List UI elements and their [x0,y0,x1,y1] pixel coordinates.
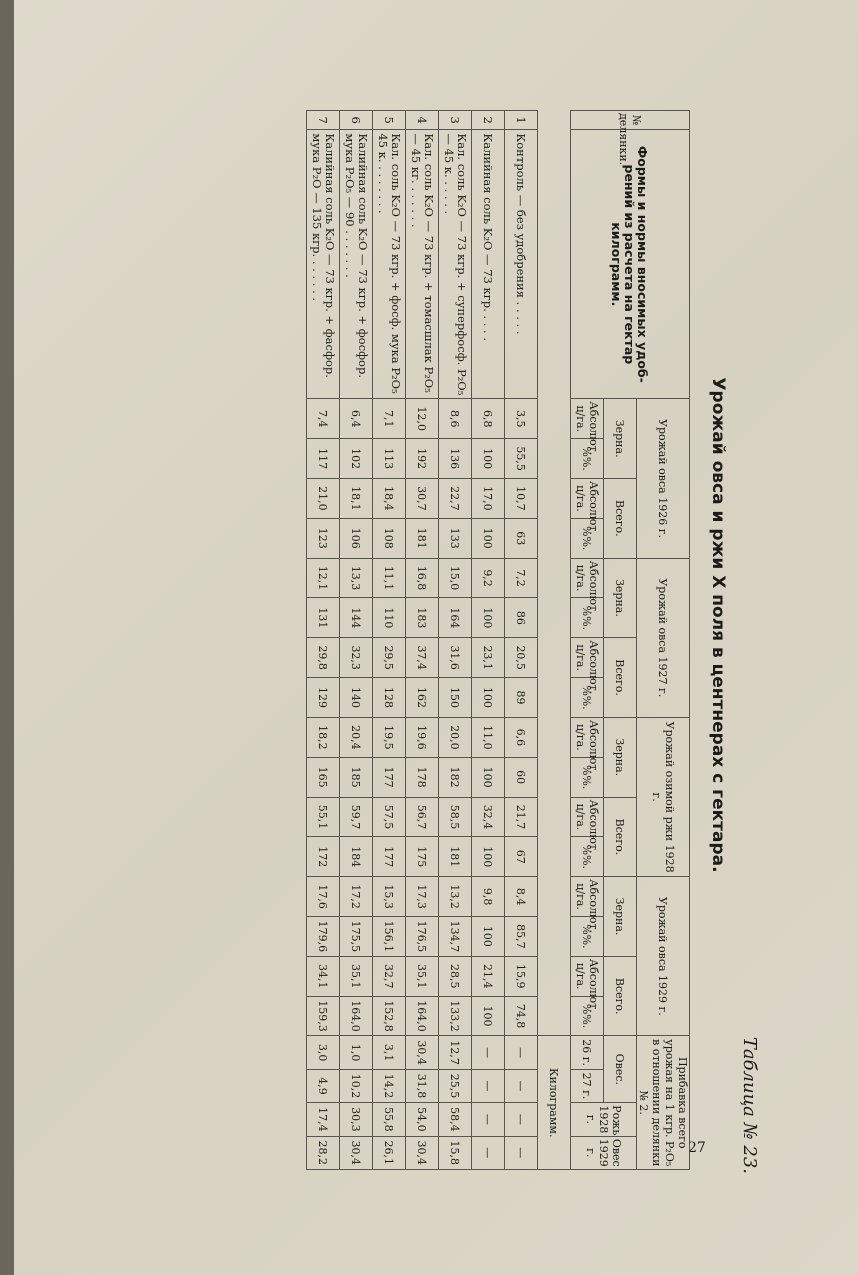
value-cell: 6,6 [505,717,538,757]
value-cell: 10,7 [505,479,538,519]
header-total: Всего. [604,797,637,877]
fertilizer-description: Калийная соль K₂O — 73 кгр. . . . . [472,130,505,399]
value-cell: 156,1 [373,917,406,957]
value-cell: 31,8 [406,1069,439,1102]
value-cell: 37,4 [406,638,439,678]
value-cell: 172 [307,837,340,877]
value-cell: 181 [439,837,472,877]
value-cell: 18,2 [307,717,340,757]
header-abs: Абсолют. ц/га. [571,479,604,519]
value-cell: 12,1 [307,558,340,598]
value-cell: 100 [472,439,505,479]
value-cell: 21,4 [472,956,505,996]
value-cell: — [472,1136,505,1169]
table-number: Таблица № 23. [739,1036,760,1174]
value-cell: 7,1 [373,399,406,439]
value-cell: 152,8 [373,996,406,1036]
value-cell: — [505,1036,538,1069]
value-cell: 55,5 [505,439,538,479]
value-cell: 32,3 [340,638,373,678]
value-cell: 100 [472,518,505,558]
value-cell: 165 [307,757,340,797]
value-cell: 86 [505,598,538,638]
value-cell: 106 [340,518,373,558]
value-cell: 15,0 [439,558,472,598]
value-cell: 175,5 [340,917,373,957]
header-pct: %%. [571,518,604,558]
value-cell: 140 [340,678,373,718]
value-cell: 28,2 [307,1136,340,1169]
value-cell: 85,7 [505,917,538,957]
value-cell: 15,3 [373,877,406,917]
value-cell: 164 [439,598,472,638]
value-cell: 17,3 [406,877,439,917]
header-pct: %%. [571,917,604,957]
value-cell: 175 [406,837,439,877]
value-cell: 6,4 [340,399,373,439]
value-cell: 117 [307,439,340,479]
value-cell: 21,7 [505,797,538,837]
value-cell: 10,2 [340,1069,373,1102]
plot-number: 4 [406,111,439,130]
table-title: Урожай овса и ржи X поля в центнерах с гектара. [708,377,728,873]
header-pct: %%. [571,598,604,638]
value-cell: 14,2 [373,1069,406,1102]
value-cell: 63 [505,518,538,558]
value-cell: 19,6 [406,717,439,757]
header-oats-29: Овес 1929 г. [571,1136,637,1169]
page-binding-edge [0,0,14,1275]
value-cell: 30,3 [340,1103,373,1136]
plot-number: 7 [307,111,340,130]
header-abs: Абсолют. ц/га. [571,877,604,917]
value-cell: — [472,1036,505,1069]
value-cell: 123 [307,518,340,558]
value-cell: 177 [373,837,406,877]
plot-number: 2 [472,111,505,130]
value-cell: 30,7 [406,479,439,519]
value-cell: 179,6 [307,917,340,957]
value-cell: 12,7 [439,1036,472,1069]
header-rye: Рожь 1928 г. [571,1103,637,1136]
value-cell: 55,8 [373,1103,406,1136]
plot-number: 1 [505,111,538,130]
plot-number: 3 [439,111,472,130]
header-abs: Абсолют. ц/га. [571,956,604,996]
header-abs: Абсолют. ц/га. [571,558,604,598]
value-cell: 3,5 [505,399,538,439]
value-cell: 100 [472,917,505,957]
header-abs: Абсолют. ц/га. [571,399,604,439]
value-cell: 133 [439,518,472,558]
fertilizer-description: Калийная соль K₂O — 73 кгр. + фосфор. мука P₂O₅ — 90 . . . . . . . [340,130,373,399]
value-cell: 9,8 [472,877,505,917]
value-cell: 11,1 [373,558,406,598]
value-cell: — [505,1069,538,1102]
value-cell: — [472,1069,505,1102]
value-cell: 181 [406,518,439,558]
header-abs: Абсолют. ц/га. [571,638,604,678]
value-cell: 134,7 [439,917,472,957]
value-cell: 28,5 [439,956,472,996]
value-cell: 12,0 [406,399,439,439]
value-cell: 21,0 [307,479,340,519]
value-cell: 29,8 [307,638,340,678]
value-cell: 17,0 [472,479,505,519]
value-cell: 32,4 [472,797,505,837]
value-cell: 20,4 [340,717,373,757]
value-cell: 30,4 [406,1036,439,1069]
header-pct: %%. [571,439,604,479]
value-cell: 30,4 [406,1136,439,1169]
header-oats-1929: Урожай овса 1929 г. [637,877,690,1036]
value-cell: 3,0 [307,1036,340,1069]
fertilizer-description: Кал. соль K₂O — 73 кгр. + фосф. мука P₂O₅ 45 к. . . . . . . . [373,130,406,399]
value-cell: 35,1 [406,956,439,996]
header-kg: Килограмм. [538,1036,571,1170]
table-row [472,111,505,1170]
header-y27: 27 г. [571,1069,604,1102]
value-cell: 108 [373,518,406,558]
value-cell: 100 [472,598,505,638]
header-abs: Абсолют. ц/га. [571,797,604,837]
header-rye-1928: Урожай озимой ржи 1928 г. [637,717,690,876]
value-cell: 32,7 [373,956,406,996]
value-cell: 20,5 [505,638,538,678]
table-row [406,111,439,1170]
value-cell: 185 [340,757,373,797]
value-cell: 144 [340,598,373,638]
value-cell: 55,1 [307,797,340,837]
value-cell: 22,7 [439,479,472,519]
table-row [307,111,340,1170]
value-cell: 131 [307,598,340,638]
value-cell: 54,0 [406,1103,439,1136]
header-pct: %%. [571,837,604,877]
value-cell: 178 [406,757,439,797]
value-cell: 15,9 [505,956,538,996]
header-oats: Овес. [604,1036,637,1103]
value-cell: 13,2 [439,877,472,917]
header-oats-1926: Урожай овса 1926 г. [637,399,690,558]
value-cell: — [472,1103,505,1136]
value-cell: 18,1 [340,479,373,519]
header-forms: Формы и нормы вносимых удобрений из расчета на гектар килограмм. [571,130,690,399]
value-cell: 183 [406,598,439,638]
value-cell: 136 [439,439,472,479]
value-cell: 100 [472,678,505,718]
value-cell: 129 [307,678,340,718]
yield-table [306,110,690,1170]
value-cell: 67 [505,837,538,877]
value-cell: 9,2 [472,558,505,598]
value-cell: 3,1 [373,1036,406,1069]
header-plot: № делянки. [571,111,690,130]
value-cell: 18,4 [373,479,406,519]
value-cell: 59,7 [340,797,373,837]
value-cell: 7,4 [307,399,340,439]
table-row [373,111,406,1170]
header-increase: Прибавка всего урожая на 1 кгр. P₂O₅ в отношении делянки № 2. [637,1036,690,1170]
value-cell: 20,0 [439,717,472,757]
value-cell: 100 [472,837,505,877]
table-row [439,111,472,1170]
value-cell: 16,8 [406,558,439,598]
value-cell: 57,5 [373,797,406,837]
value-cell: 17,4 [307,1103,340,1136]
value-cell: 102 [340,439,373,479]
fertilizer-description: Калийная соль K₂O — 73 кгр. + фасфор. мука P₂O — 135 кгр. . . . . . . [307,130,340,399]
value-cell: 100 [472,757,505,797]
value-cell: 34,1 [307,956,340,996]
value-cell: 164,0 [340,996,373,1036]
value-cell: 192 [406,439,439,479]
value-cell: 110 [373,598,406,638]
header-y26: 26 г. [571,1036,604,1069]
value-cell: 100 [472,996,505,1036]
value-cell: 7,2 [505,558,538,598]
header-total: Всего. [604,956,637,1036]
value-cell: — [505,1136,538,1169]
value-cell: 150 [439,678,472,718]
value-cell: 35,1 [340,956,373,996]
value-cell: 31,6 [439,638,472,678]
header-grain: Зерна. [604,877,637,957]
value-cell: 89 [505,678,538,718]
value-cell: 184 [340,837,373,877]
table-row [340,111,373,1170]
header-total: Всего. [604,638,637,718]
value-cell: 164,0 [406,996,439,1036]
header-grain: Зерна. [604,717,637,797]
header-pct: %%. [571,757,604,797]
value-cell: 56,7 [406,797,439,837]
value-cell: 128 [373,678,406,718]
value-cell: 60 [505,757,538,797]
header-abs: Абсолют. ц/га. [571,717,604,757]
plot-number: 5 [373,111,406,130]
value-cell: 15,8 [439,1136,472,1169]
value-cell: 17,6 [307,877,340,917]
header-grain: Зерна. [604,399,637,479]
page-number: 27 [688,1140,706,1156]
value-cell: 177 [373,757,406,797]
value-cell: 11,0 [472,717,505,757]
header-pct: %%. [571,996,604,1036]
value-cell: 159,3 [307,996,340,1036]
value-cell: 182 [439,757,472,797]
header-pct: %%. [571,678,604,718]
value-cell: 162 [406,678,439,718]
value-cell: 58,4 [439,1103,472,1136]
value-cell: 13,3 [340,558,373,598]
fertilizer-description: Контроль — без удобрения . . . . . [505,130,538,399]
value-cell: 17,2 [340,877,373,917]
value-cell: 23,1 [472,638,505,678]
header-oats-1927: Урожай овса 1927 г. [637,558,690,717]
value-cell: 8,6 [439,399,472,439]
value-cell: 1,0 [340,1036,373,1069]
plot-number: 6 [340,111,373,130]
value-cell: 8,4 [505,877,538,917]
value-cell: 30,4 [340,1136,373,1169]
value-cell: 26,1 [373,1136,406,1169]
value-cell: 6,8 [472,399,505,439]
value-cell: 19,5 [373,717,406,757]
value-cell: 133,2 [439,996,472,1036]
header-grain: Зерна. [604,558,637,638]
fertilizer-description: Кал. соль K₂O — 73 кгр. + суперфосф. P₂O₅ — 45 к. . . . . . [439,130,472,399]
rotated-table-area [108,70,760,1180]
value-cell: 74,8 [505,996,538,1036]
table-row [505,111,538,1170]
value-cell: — [505,1103,538,1136]
value-cell: 25,5 [439,1069,472,1102]
value-cell: 113 [373,439,406,479]
value-cell: 29,5 [373,638,406,678]
value-cell: 176,5 [406,917,439,957]
fertilizer-description: Кал. соль K₂O — 73 кгр. + томасшлак P₂O₅ — 45 кг. . . . . . . [406,130,439,399]
value-cell: 58,5 [439,797,472,837]
value-cell: 4,9 [307,1069,340,1102]
header-total: Всего. [604,479,637,559]
